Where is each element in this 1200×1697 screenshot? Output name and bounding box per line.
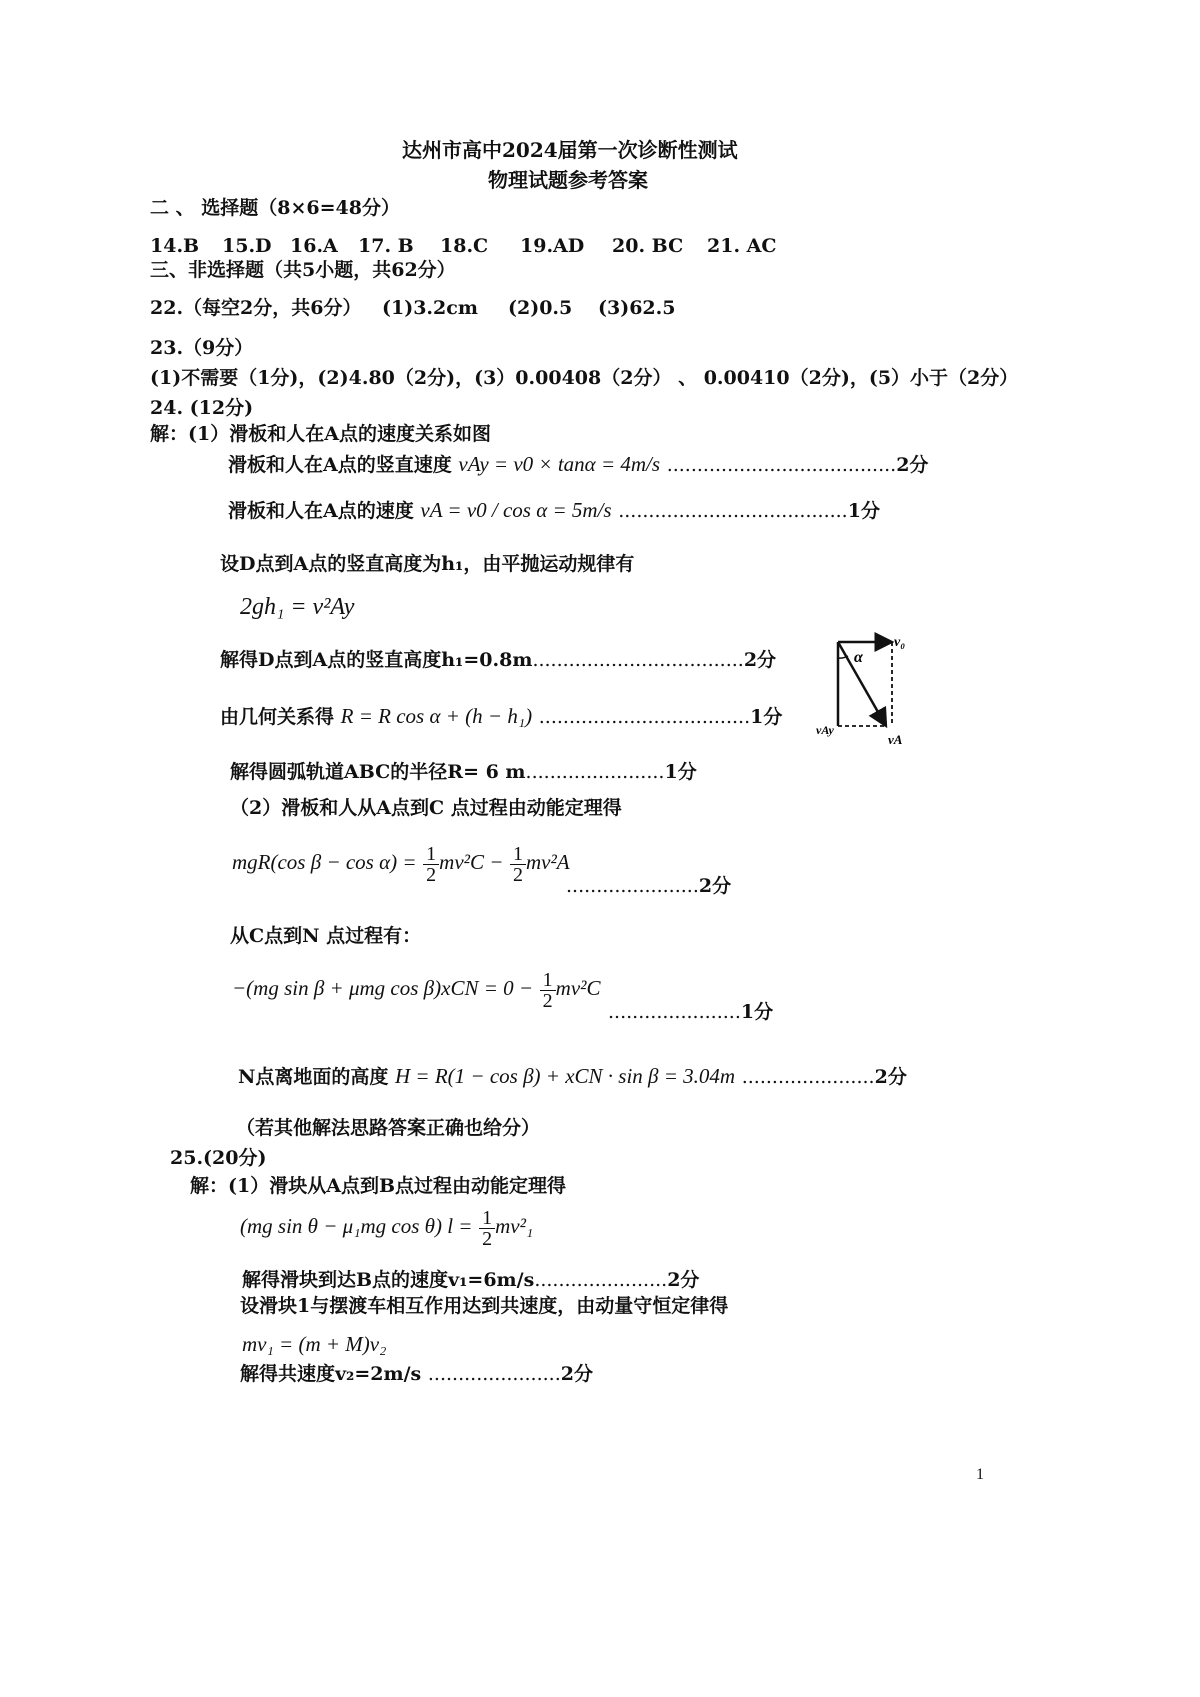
formula: vAy = v0 × tanα = 4m/s xyxy=(458,452,661,476)
v0-label: v₀ xyxy=(894,635,906,650)
q24-line-radius xyxy=(230,760,697,784)
text: 解得共速度v₂=2m/s xyxy=(240,1363,422,1385)
q24-formula-projectile: 2gh₁ = v²Ay xyxy=(240,594,355,620)
q24-note: （若其他解法思路答案正确也给分） xyxy=(236,1117,541,1139)
q25-formula-energy xyxy=(240,1200,533,1253)
alpha-label: α xyxy=(854,649,863,666)
section-choice-heading: 二 、 选择题（8×6=48分） xyxy=(150,197,400,219)
q24-line-geometry xyxy=(220,704,782,729)
page-number: 1 xyxy=(976,1466,984,1483)
q23-answer: (1)不需要（1分)，(2)4.80（2分)，(3）0.00408（2分） 、 0.00410（2分)，(5）小于（2分） xyxy=(150,367,1019,389)
q24-line-vertical-velocity xyxy=(228,452,928,477)
q24-heading: 24. (12分) xyxy=(150,397,254,419)
score: 2分 xyxy=(896,454,929,476)
formula: mgR(cos β − cos α) = xyxy=(232,850,417,874)
text: 解得D点到A点的竖直高度h₁=0.8m xyxy=(220,649,533,671)
q22-answer-1: (1)3.2cm xyxy=(382,297,478,319)
numerator: 1 xyxy=(479,1208,495,1229)
leader-dots: ...................................... xyxy=(618,500,848,522)
q24-line-setup: 设D点到A点的竖直高度为h₁，由平抛运动规律有 xyxy=(220,553,635,575)
va-label: vA xyxy=(888,732,903,747)
q25-line-common-speed xyxy=(240,1362,593,1386)
text: 解得圆弧轨道ABC的半径R= 6 m xyxy=(230,761,526,783)
choice-answer: 18.C xyxy=(440,235,489,257)
choice-answer: 20. BC xyxy=(612,235,684,257)
q25-formula-momentum: mv₁ = (m + M)v₂ xyxy=(242,1332,387,1356)
q24-line-velocity xyxy=(228,498,880,523)
score: 2分 xyxy=(560,1363,593,1385)
q24-formula-friction xyxy=(232,962,600,1015)
q24-friction-score xyxy=(608,1000,773,1024)
q24-energy-score xyxy=(566,874,731,898)
formula-term: mv²₁ xyxy=(495,1214,534,1238)
q23-heading: 23.（9分） xyxy=(150,337,254,359)
formula: (mg sin θ − μ₁mg cos θ) l = xyxy=(240,1214,473,1238)
score: 2分 xyxy=(667,1269,700,1291)
fraction-half xyxy=(510,844,526,885)
choice-answer: 17. B xyxy=(358,235,414,257)
formula-term: mv²A xyxy=(526,850,570,874)
denominator: 2 xyxy=(482,1227,493,1250)
choice-answer: 14.B xyxy=(150,235,200,257)
leader-dots: ...................... xyxy=(427,1363,561,1385)
numerator: 1 xyxy=(540,970,556,991)
q24-line-height xyxy=(220,648,776,672)
formula: −(mg sin β + μmg cos β)xCN = 0 − xyxy=(232,976,534,1000)
score: 2分 xyxy=(874,1066,907,1088)
leader-dots: ................................... xyxy=(538,706,751,728)
leader-dots: ....................... xyxy=(525,761,665,783)
q22-answer-2: (2)0.5 xyxy=(508,297,573,319)
text: N点离地面的高度 xyxy=(238,1066,389,1088)
text: 滑板和人在A点的竖直速度 xyxy=(228,454,452,476)
score: 1分 xyxy=(847,500,880,522)
choice-answer: 16.A xyxy=(290,235,338,257)
denominator: 2 xyxy=(542,989,553,1012)
leader-dots: ...................... xyxy=(608,1001,741,1023)
leader-dots: ................................... xyxy=(532,649,744,671)
score: 2分 xyxy=(743,649,777,671)
leader-dots: ...................................... xyxy=(666,454,897,476)
formula: H = R(1 − cos β) + xCN · sin β = 3.04m xyxy=(395,1064,736,1088)
q25-line-speed-b xyxy=(242,1268,699,1292)
q25-line-intro: 解：(1）滑块从A点到B点过程由动能定理得 xyxy=(190,1175,567,1197)
q24-line-height-n xyxy=(238,1064,907,1089)
q24-formula-energy xyxy=(232,836,570,889)
vay-label: vAy xyxy=(816,723,834,737)
text: 滑板和人在A点的速度 xyxy=(228,500,414,522)
q22-answer-3: (3)62.5 xyxy=(598,297,676,319)
page-title: 达州市高中2024届第一次诊断性测试 xyxy=(402,138,738,162)
denominator: 2 xyxy=(513,863,524,886)
q24-line-part2: （2）滑板和人从A点到C 点过程由动能定理得 xyxy=(230,797,622,819)
text: 由几何关系得 xyxy=(220,706,335,728)
section-nonchoice-heading: 三、非选择题（共5小题，共62分） xyxy=(150,259,456,281)
score: 2分 xyxy=(698,875,732,897)
numerator: 1 xyxy=(510,844,526,865)
fraction-half xyxy=(479,1208,495,1249)
score: 1分 xyxy=(664,761,697,783)
choice-answer: 15.D xyxy=(222,235,272,257)
choice-answer: 21. AC xyxy=(707,235,777,257)
numerator: 1 xyxy=(423,844,439,865)
q24-line-intro: 解：(1）滑板和人在A点的速度关系如图 xyxy=(150,423,491,445)
q25-heading: 25.(20分) xyxy=(170,1147,267,1169)
formula: vA = v0 / cos α = 5m/s xyxy=(420,498,612,522)
score: 1分 xyxy=(740,1001,774,1023)
q24-line-cn: 从C点到N 点过程有： xyxy=(230,925,422,947)
q25-line-momentum: 设滑块1与摆渡车相互作用达到共速度，由动量守恒定律得 xyxy=(240,1295,729,1317)
formula-term: mv²C − xyxy=(439,850,504,874)
velocity-diagram xyxy=(812,628,922,748)
leader-dots: ...................... xyxy=(566,875,699,897)
leader-dots: ...................... xyxy=(741,1066,875,1088)
page-subtitle: 物理试题参考答案 xyxy=(488,168,648,192)
choice-answer: 19.AD xyxy=(520,235,585,257)
formula: R = R cos α + (h − h₁) xyxy=(340,704,533,728)
denominator: 2 xyxy=(426,863,437,886)
leader-dots: ...................... xyxy=(534,1269,668,1291)
fraction-half xyxy=(540,970,556,1011)
fraction-half xyxy=(423,844,439,885)
text: 解得滑块到达B点的速度v₁=6m/s xyxy=(242,1269,535,1291)
score: 1分 xyxy=(750,706,783,728)
formula-term: mv²C xyxy=(555,976,601,1000)
q22-heading: 22.（每空2分，共6分） xyxy=(150,297,362,319)
